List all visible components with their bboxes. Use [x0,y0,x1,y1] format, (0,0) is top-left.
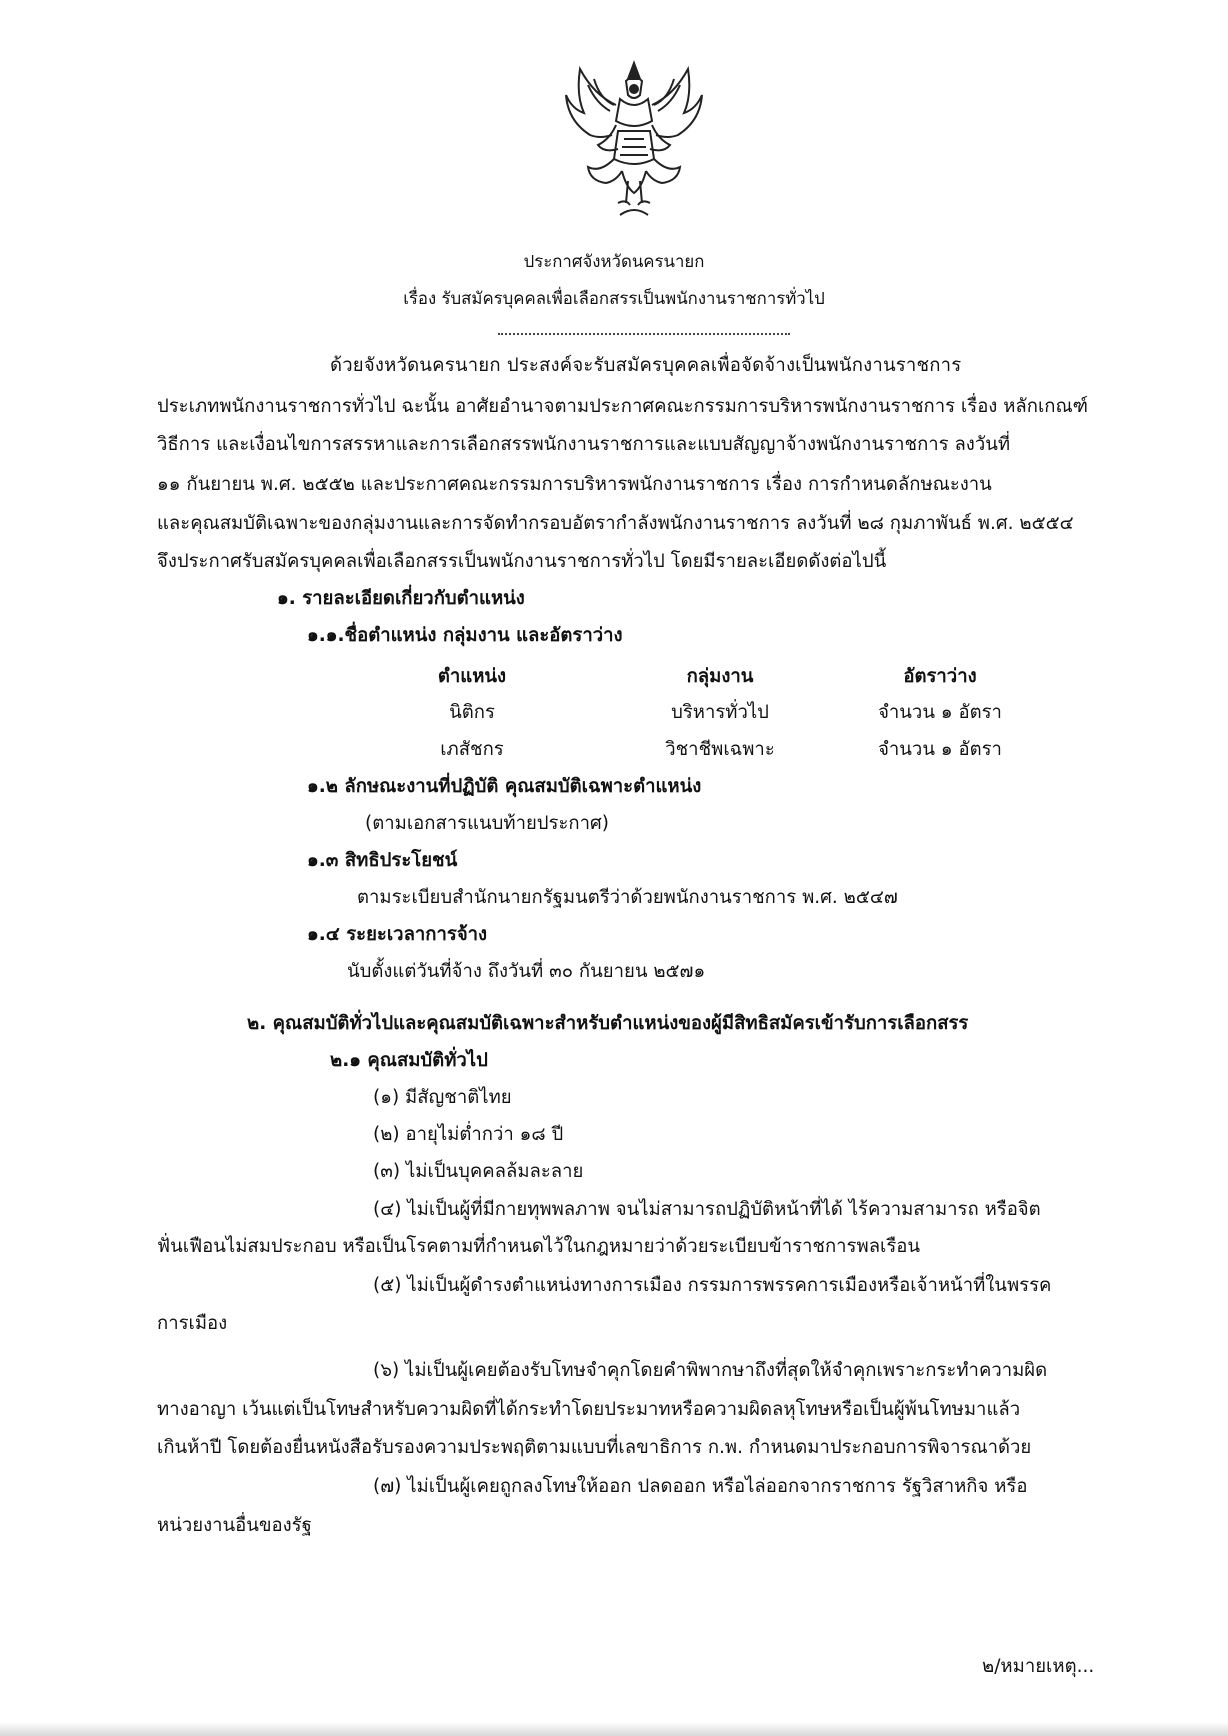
document-subject: เรื่อง รับสมัครบุคคลเพื่อเลือกสรรเป็นพนักงานราชการทั่วไป [403,288,825,308]
scan-edge [0,1722,1228,1736]
intro-line-6: จึงประกาศรับสมัครบุคคลเพื่อเลือกสรรเป็นพนักงานราชการทั่วไป โดยมีรายละเอียดดังต่อไปนี้ [157,551,887,572]
table-cell: บริหารทั่วไป [671,702,769,723]
qualification-item-cont: การเมือง [157,1313,228,1334]
section1-2-heading: ๑.๒ ลักษณะงานที่ปฏิบัติ คุณสมบัติเฉพาะตำแหน่ง [307,776,702,797]
intro-line-4: ๑๑ กันยายน พ.ศ. ๒๕๕๒ และประกาศคณะกรรมการบริหารพนักงานราชการ เรื่อง การกำหนดลักษณะงาน [157,474,992,495]
table-cell: จำนวน ๑ อัตรา [878,702,1002,723]
section1-1-heading: ๑.๑.ชื่อตำแหน่ง กลุ่มงาน และอัตราว่าง [307,625,623,646]
section1-4-text: นับตั้งแต่วันที่จ้าง ถึงวันที่ ๓๐ กันยายน ๒๕๗๑ [347,961,706,982]
section1-3-text: ตามระเบียบสำนักนายกรัฐมนตรีว่าด้วยพนักงานราชการ พ.ศ. ๒๕๔๗ [357,887,898,908]
qualification-item-cont: ฟั่นเฟือนไม่สมประกอบ หรือเป็นโรคตามที่กำหนดไว้ในกฎหมายว่าด้วยระเบียบข้าราชการพลเรือน [157,1236,921,1257]
section1-heading: ๑. รายละเอียดเกี่ยวกับตำแหน่ง [277,588,525,609]
qualification-item-cont: ทางอาญา เว้นแต่เป็นโทษสำหรับความผิดที่ได้กระทำโดยประมาทหรือความผิดลหุโทษหรือเป็นผู้พ้นโทษมาแล้ว [157,1399,1021,1420]
document-title: ประกาศจังหวัดนครนายก [523,251,705,271]
garuda-emblem-icon [560,55,708,225]
table-header-position: ตำแหน่ง [437,666,507,687]
intro-line-2: ประเภทพนักงานราชการทั่วไป ฉะนั้น อาศัยอำนาจตามประกาศคณะกรรมการบริหารพนักงานราชการ เรื่อง หลักเกณฑ์ [157,396,1088,417]
title-separator [498,333,790,335]
table-cell: นิติกร [449,702,495,723]
intro-line-5: และคุณสมบัติเฉพาะของกลุ่มงานและการจัดทำกรอบอัตรากำลังพนักงานราชการ ลงวันที่ ๒๘ กุมภาพันธ์ พ.ศ. ๒๕๕๔ [157,513,1074,534]
section1-2-text: (ตามเอกสารแนบท้ายประกาศ) [365,813,609,834]
qualification-item-cont: หน่วยงานอื่นของรัฐ [157,1515,312,1536]
section1-3-heading: ๑.๓ สิทธิประโยชน์ [307,850,458,871]
intro-line-1: ด้วยจังหวัดนครนายก ประสงค์จะรับสมัครบุคคลเพื่อจัดจ้างเป็นพนักงานราชการ [330,355,962,376]
qualification-item: (๕) ไม่เป็นผู้ดำรงตำแหน่งทางการเมือง กรรมการพรรคการเมืองหรือเจ้าหน้าที่ในพรรค [373,1275,1052,1296]
qualification-item: (๖) ไม่เป็นผู้เคยต้องรับโทษจำคุกโดยคำพิพากษาถึงที่สุดให้จำคุกเพราะกระทำความผิด [373,1360,1048,1381]
qualification-item-cont: เกินห้าปี โดยต้องยื่นหนังสือรับรองความประพฤติตามแบบที่เลขาธิการ ก.พ. กำหนดมาประกอบการพิจารณาด้วย [157,1437,1032,1458]
qualification-item: (๑) มีสัญชาติไทย [373,1087,512,1108]
qualification-item: (๗) ไม่เป็นผู้เคยถูกลงโทษให้ออก ปลดออก หรือไล่ออกจากราชการ รัฐวิสาหกิจ หรือ [373,1476,1028,1497]
table-cell: วิชาชีพเฉพาะ [665,739,775,760]
section2-heading: ๒. คุณสมบัติทั่วไปและคุณสมบัติเฉพาะสำหรับตำแหน่งของผู้มีสิทธิสมัครเข้ารับการเลือกสรร [247,1013,969,1034]
intro-line-3: วิธีการ และเงื่อนไขการสรรหาและการเลือกสรรพนักงานราชการและแบบสัญญาจ้างพนักงานราชการ ลงวันที่ [157,434,1011,455]
qualification-item: (๔) ไม่เป็นผู้ที่มีกายทุพพลภาพ จนไม่สามารถปฏิบัติหน้าที่ได้ ไร้ความสามารถ หรือจิต [373,1199,1041,1220]
table-cell: เภสัชกร [440,739,504,760]
page-continuation: ๒/หมายเหตุ... [982,1656,1095,1677]
table-cell: จำนวน ๑ อัตรา [878,739,1002,760]
section2-1-heading: ๒.๑ คุณสมบัติทั่วไป [330,1050,488,1071]
table-header-group: กลุ่มงาน [686,666,754,687]
section1-4-heading: ๑.๔ ระยะเวลาการจ้าง [307,924,488,945]
table-header-vacancy: อัตราว่าง [903,666,977,687]
qualification-item: (๓) ไม่เป็นบุคคลล้มละลาย [373,1161,584,1182]
qualification-item: (๒) อายุไม่ต่ำกว่า ๑๘ ปี [373,1124,564,1145]
